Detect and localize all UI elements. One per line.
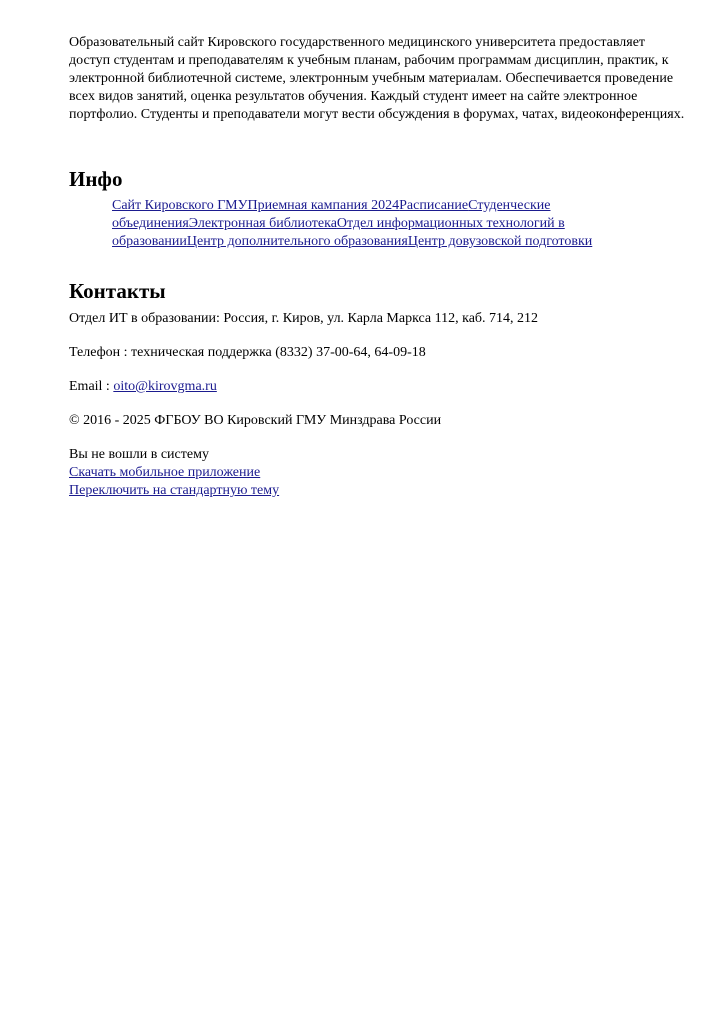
download-mobile-app-link[interactable]: Скачать мобильное приложение [69,465,261,480]
link-student-associations[interactable]: Студенческие объединения [112,198,551,231]
link-continuing-education[interactable]: Центр дополнительного образования [186,234,408,249]
login-status: Вы не вошли в систему [69,447,209,462]
email-link[interactable]: oito@kirovgma.ru [113,379,217,394]
contact-phone: Телефон : техническая поддержка (8332) 37-00-64, 64-09-18 [69,345,426,360]
contacts-heading: Контакты [69,279,166,303]
switch-theme-link[interactable]: Переключить на стандартную тему [69,483,280,498]
link-it-department[interactable]: Отдел информационных технологий в образовании [112,216,565,249]
info-links [112,197,632,251]
link-electronic-library[interactable]: Электронная библиотека [188,216,337,231]
site-description: Образовательный сайт Кировского государственного медицинского университета предоставляет доступ студентам и преподавателям к учебным планам, рабочим программам дисциплин, практик, к электронной библиотечной системе, электронным учебным материалам. Обеспечивается проведение всех видов занятий, оценка результатов обучения. Каждый студент имеет на сайте электронное портфолио. Студенты и преподаватели могут вести обсуждения в форумах, чатах, видеоконференциях. [69,35,685,122]
footer [69,446,279,500]
copyright: © 2016 - 2025 ФГБОУ ВО Кировский ГМУ Минздрава России [69,413,442,428]
link-pre-university-training[interactable]: Центр довузовской подготовки [407,234,593,249]
link-admission-2024[interactable]: Приемная кампания 2024 [247,198,400,213]
contact-email-line [69,378,217,396]
link-schedule[interactable]: Расписание [399,198,469,213]
info-heading: Инфо [69,167,123,191]
email-label: Email : [69,379,114,394]
contact-address: Отдел ИТ в образовании: Россия, г. Киров, ул. Карла Маркса 112, каб. 714, 212 [69,311,539,326]
link-kirov-gmu[interactable]: Сайт Кировского ГМУ [112,198,248,213]
